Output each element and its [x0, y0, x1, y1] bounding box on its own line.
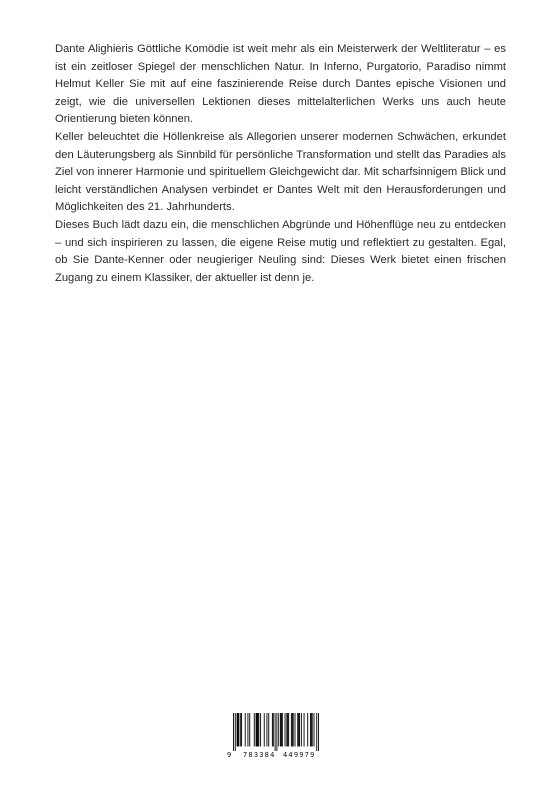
- barcode-bar: [293, 713, 294, 746]
- barcode-bar: [247, 713, 248, 746]
- blurb-paragraph-1: Dante Alighieris Göttliche Komödie ist weit mehr als ein Meisterwerk der Weltliteratur – es ist ein zeitloser Spiegel der menschlichen Natur. In Inferno, Purgatorio, Paradiso nimmt Helmut Keller Sie mit auf eine faszinierende Reise durch Dantes epische Visionen und zeigt, wie die universellen Lektionen dieses mittelalterlichen Werks uns auch heute Orientierung bieten können.: [55, 43, 506, 126]
- barcode-bar: [316, 713, 317, 751]
- barcode-bar: [304, 713, 305, 746]
- barcode-bar: [238, 713, 239, 746]
- barcode-bar: [298, 713, 299, 746]
- barcode-bar: [287, 713, 288, 746]
- barcode-bar: [278, 713, 279, 746]
- barcode-bar: [235, 713, 236, 751]
- barcode-bar: [245, 713, 246, 746]
- barcode-bar: [301, 713, 302, 746]
- barcode-bar: [282, 713, 283, 746]
- barcode-bar: [280, 713, 281, 746]
- barcode-bar: [312, 713, 313, 746]
- barcode-bar: [233, 713, 234, 751]
- barcode-bar: [258, 713, 259, 746]
- barcode-bar: [310, 713, 311, 746]
- barcode-bar: [275, 713, 276, 751]
- barcode-bar: [240, 713, 241, 746]
- barcode-bar: [291, 713, 292, 746]
- barcode-bar: [257, 713, 258, 746]
- barcode-bar: [266, 713, 267, 746]
- barcode-bars: [233, 713, 319, 751]
- barcode-bar: [307, 713, 308, 746]
- barcode-bar: [286, 713, 287, 746]
- barcode-bar: [288, 713, 289, 746]
- barcode-digits-left: 783384: [243, 751, 276, 759]
- barcode-bar: [297, 713, 298, 746]
- barcode-bar: [292, 713, 293, 746]
- barcode-bar: [260, 713, 261, 746]
- barcode-bar: [276, 713, 277, 751]
- barcode-bar: [273, 713, 274, 746]
- blurb-paragraph-3: Dieses Buch lädt dazu ein, die menschlichen Abgründe und Höhenflüge neu zu entdecken – und sich inspirieren zu lassen, die eigene Reise mutig und reflektiert zu gestalten. Egal, ob Sie Dante-Kenner oder neugieriger Neuling sind: Dieses Werk bietet einen frischen Zugang zu einem Klassiker, der aktueller ist denn je.: [55, 218, 506, 284]
- barcode-digits: [227, 750, 319, 761]
- barcode-bar: [285, 713, 286, 746]
- blurb-text: [55, 41, 506, 287]
- barcode-bar: [268, 713, 269, 746]
- barcode-bar: [299, 713, 300, 746]
- barcode-bar: [318, 713, 319, 751]
- barcode-bar: [264, 713, 265, 746]
- barcode-bar: [281, 713, 282, 746]
- barcode-bar: [241, 713, 242, 746]
- barcode-bar: [256, 713, 257, 746]
- barcode-bar: [237, 713, 238, 746]
- blurb-paragraph-2: Keller beleuchtet die Höllenkreise als Allegorien unserer modernen Schwächen, erkundet den Läuterungsberg als Sinnbild für persönliche Transformation und stellt das Paradies als Ziel von innerer Harmonie und spirituellem Gleichgewicht dar. Mit scharfsinnigem Blick und leicht verständlichen Analysen verbindet er Dantes Welt mit den Herausforderungen und Möglichkeiten des 21. Jahrhunderts.: [55, 130, 506, 214]
- isbn-barcode: [227, 713, 319, 761]
- barcode-bar: [295, 713, 296, 746]
- barcode-bar: [311, 713, 312, 746]
- barcode-bar: [272, 713, 273, 746]
- barcode-bar: [257, 713, 258, 746]
- barcode-digits-right: 449979: [283, 751, 316, 759]
- barcode-digit-first: 9: [227, 751, 232, 759]
- barcode-bar: [249, 713, 250, 746]
- barcode-bar: [254, 713, 255, 746]
- barcode-bar: [314, 713, 315, 746]
- barcode-bar: [238, 713, 239, 746]
